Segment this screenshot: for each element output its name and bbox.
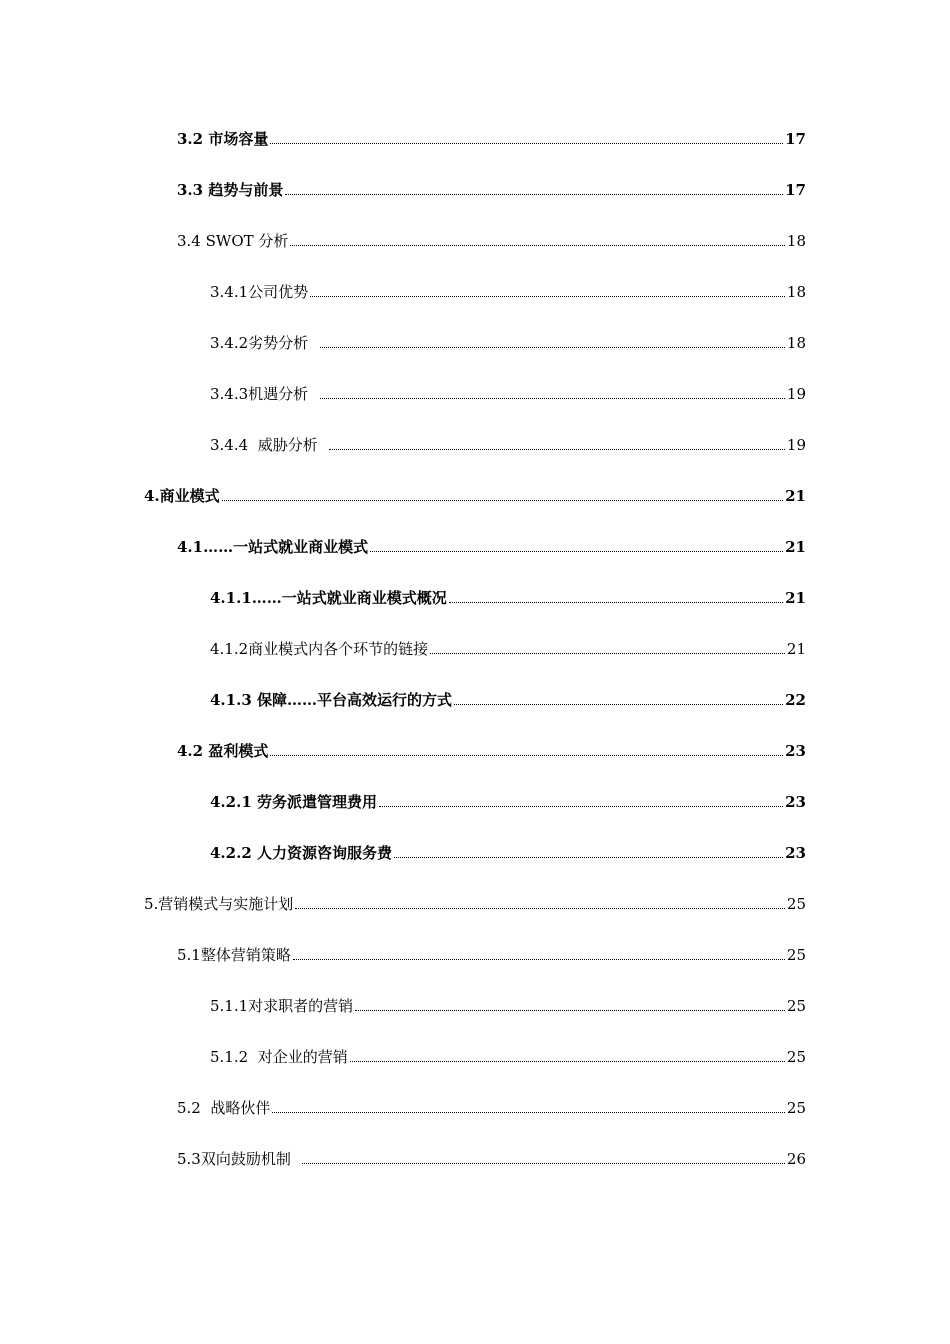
toc-entry-3-3[interactable] bbox=[177, 176, 806, 200]
toc-entry-page: 25 bbox=[786, 1099, 806, 1117]
toc-entry-page: 19 bbox=[786, 436, 806, 454]
toc-entry-page: 19 bbox=[786, 385, 806, 403]
toc-entry-3-4-3[interactable] bbox=[210, 380, 806, 404]
toc-dot-leader bbox=[295, 907, 785, 909]
toc-entry-title: 3.3 趋势与前景 bbox=[177, 181, 284, 199]
toc-entry-title: 3.4 SWOT 分析 bbox=[177, 232, 289, 250]
toc-entry-5-2[interactable] bbox=[177, 1094, 806, 1118]
toc-dot-leader bbox=[394, 856, 783, 858]
toc-entry-page: 25 bbox=[786, 1048, 806, 1066]
toc-entry-4[interactable] bbox=[144, 482, 806, 506]
toc-entry-page: 21 bbox=[785, 487, 806, 505]
toc-entry-page: 17 bbox=[785, 181, 806, 199]
toc-entry-4-2-2[interactable] bbox=[210, 839, 806, 863]
toc-entry-title: 4.1.1……一站式就业商业模式概况 bbox=[210, 589, 447, 607]
toc-entry-3-4-4[interactable] bbox=[210, 431, 806, 455]
toc-dot-leader bbox=[379, 805, 783, 807]
toc-entry-title: 3.4.3机遇分析 bbox=[210, 385, 318, 403]
toc-dot-leader bbox=[329, 448, 785, 450]
toc-entry-5[interactable] bbox=[144, 890, 806, 914]
toc-entry-3-4-1[interactable] bbox=[210, 278, 806, 302]
toc-entry-title: 5.2 战略伙伴 bbox=[177, 1099, 271, 1117]
toc-entry-title: 5.3双向鼓励机制 bbox=[177, 1150, 301, 1168]
toc-dot-leader bbox=[320, 397, 785, 399]
toc-entry-page: 17 bbox=[785, 130, 806, 148]
toc-entry-5-1[interactable] bbox=[177, 941, 806, 965]
toc-entry-title: 5.营销模式与实施计划 bbox=[144, 895, 294, 913]
toc-dot-leader bbox=[430, 652, 785, 654]
toc-entry-title: 3.4.2劣势分析 bbox=[210, 334, 318, 352]
toc-entry-title: 3.2 市场容量 bbox=[177, 130, 269, 148]
toc-dot-leader bbox=[270, 142, 783, 144]
toc-entry-title: 5.1.1对求职者的营销 bbox=[210, 997, 354, 1015]
toc-dot-leader bbox=[310, 295, 785, 297]
toc-entry-title: 3.4.1公司优势 bbox=[210, 283, 309, 301]
toc-entry-4-1-1[interactable] bbox=[210, 584, 806, 608]
toc-entry-title: 4.1.3 保障……平台高效运行的方式 bbox=[210, 691, 452, 709]
toc-entry-3-2[interactable] bbox=[177, 125, 806, 149]
toc-entry-page: 18 bbox=[786, 283, 806, 301]
toc-entry-title: 4.2.2 人力资源咨询服务费 bbox=[210, 844, 392, 862]
toc-entry-page: 21 bbox=[785, 589, 806, 607]
toc-dot-leader bbox=[222, 499, 783, 501]
toc-entry-4-1-2[interactable] bbox=[210, 635, 806, 659]
toc-entry-4-2-1[interactable] bbox=[210, 788, 806, 812]
toc-entry-5-3[interactable] bbox=[177, 1145, 806, 1169]
toc-entry-page: 25 bbox=[786, 997, 806, 1015]
toc-entry-5-1-2[interactable] bbox=[210, 1043, 806, 1067]
toc-dot-leader bbox=[350, 1060, 785, 1062]
toc-dot-leader bbox=[355, 1009, 785, 1011]
toc-entry-page: 22 bbox=[785, 691, 806, 709]
toc-entry-page: 25 bbox=[786, 895, 806, 913]
toc-entry-4-1-3[interactable] bbox=[210, 686, 806, 710]
toc-entry-title: 4.商业模式 bbox=[144, 487, 220, 505]
toc-entry-4-1[interactable] bbox=[177, 533, 806, 557]
toc-entry-title: 5.1整体营销策略 bbox=[177, 946, 291, 964]
toc-entry-page: 21 bbox=[785, 538, 806, 556]
toc-entry-title: 4.2.1 劳务派遣管理费用 bbox=[210, 793, 377, 811]
toc-dot-leader bbox=[285, 193, 783, 195]
toc-dot-leader bbox=[449, 601, 783, 603]
toc-dot-leader bbox=[302, 1162, 785, 1164]
toc-entry-page: 23 bbox=[785, 742, 806, 760]
toc-entry-3-4-2[interactable] bbox=[210, 329, 806, 353]
toc-entry-page: 26 bbox=[786, 1150, 806, 1168]
toc-dot-leader bbox=[370, 550, 783, 552]
toc-entry-title: 4.2 盈利模式 bbox=[177, 742, 269, 760]
toc-dot-leader bbox=[270, 754, 783, 756]
toc-dot-leader bbox=[290, 244, 785, 246]
toc-dot-leader bbox=[454, 703, 783, 705]
toc-entry-page: 21 bbox=[786, 640, 806, 658]
toc-entry-page: 25 bbox=[786, 946, 806, 964]
toc-entry-4-2[interactable] bbox=[177, 737, 806, 761]
toc-entry-page: 18 bbox=[786, 334, 806, 352]
toc-entry-title: 3.4.4 威胁分析 bbox=[210, 436, 328, 454]
toc-entry-3-4[interactable] bbox=[177, 227, 806, 251]
toc-entry-5-1-1[interactable] bbox=[210, 992, 806, 1016]
toc-entry-title: 4.1……一站式就业商业模式 bbox=[177, 538, 369, 556]
toc-dot-leader bbox=[272, 1111, 785, 1113]
toc-dot-leader bbox=[293, 958, 785, 960]
toc-dot-leader bbox=[320, 346, 785, 348]
toc-entry-page: 18 bbox=[786, 232, 806, 250]
toc-entry-title: 5.1.2 对企业的营销 bbox=[210, 1048, 348, 1066]
toc-entry-page: 23 bbox=[785, 793, 806, 811]
toc-entry-page: 23 bbox=[785, 844, 806, 862]
toc-entry-title: 4.1.2商业模式内各个环节的链接 bbox=[210, 640, 429, 658]
